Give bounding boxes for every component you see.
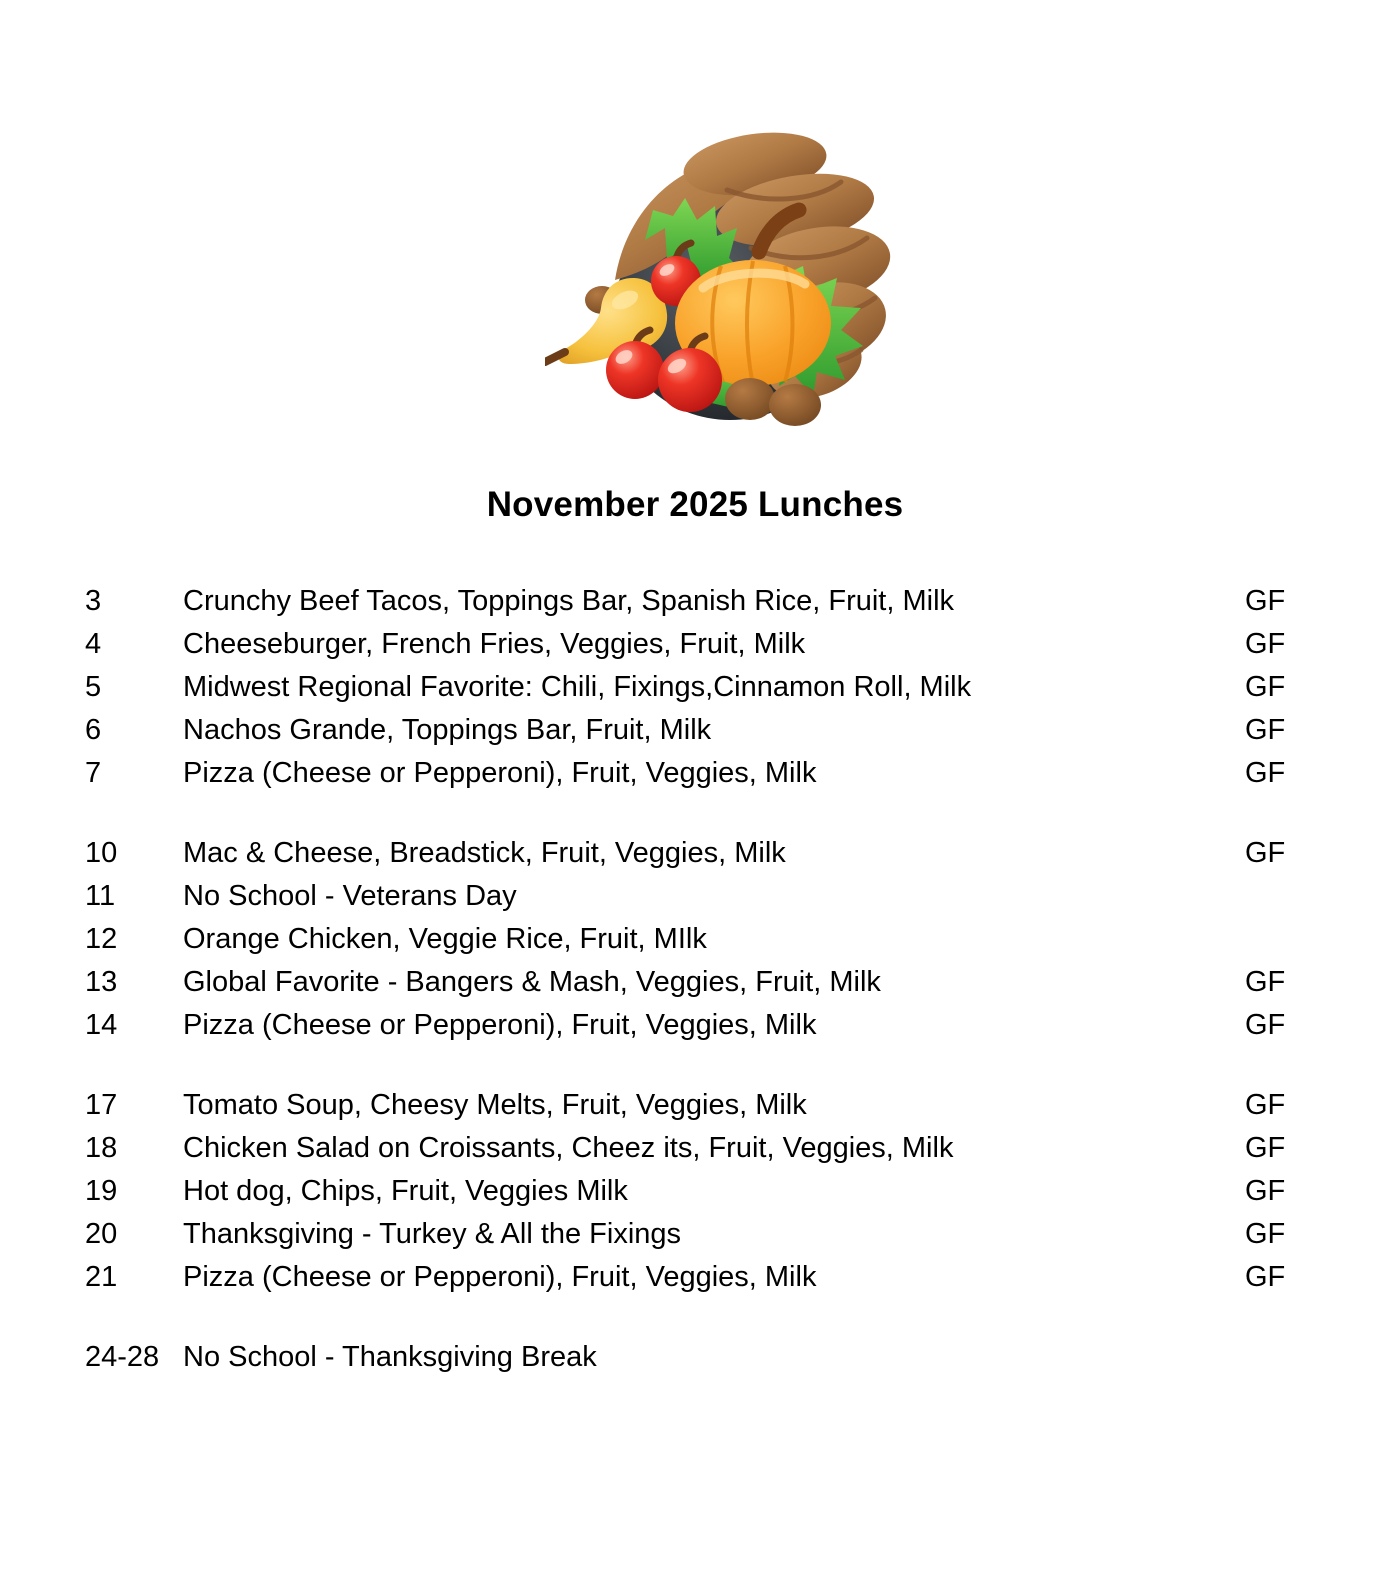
gf-badge: GF [1245,1009,1286,1041]
day-number: 14 [85,1009,118,1041]
meal-description: Tomato Soup, Cheesy Melts, Fruit, Veggies, Milk [183,1089,807,1121]
day-number: 21 [85,1261,118,1293]
day-number: 4 [85,628,102,660]
menu-row [85,1084,1390,1127]
gf-badge: GF [1245,1261,1286,1293]
gf-badge: GF [1245,1175,1286,1207]
menu-row [85,961,1390,1004]
menu-row [85,623,1390,666]
meal-description: Pizza (Cheese or Pepperoni), Fruit, Veggies, Milk [183,1009,817,1041]
menu-group [85,1336,1390,1379]
gf-badge: GF [1245,966,1286,998]
meal-description: Hot dog, Chips, Fruit, Veggies Milk [183,1175,628,1207]
menu-group [85,1084,1390,1299]
menu-row [85,752,1390,795]
gf-badge [1245,875,1390,918]
gf-badge [1245,1336,1390,1379]
menu-row [85,918,1390,961]
meal-description: No School - Veterans Day [183,880,517,912]
gf-badge: GF [1245,837,1286,869]
menu-row [85,666,1390,709]
cornucopia-image [545,128,895,428]
gf-badge: GF [1245,1089,1286,1121]
menu-row [85,1127,1390,1170]
gf-badge: GF [1245,671,1286,703]
gf-badge [1245,918,1390,961]
meal-description: Crunchy Beef Tacos, Toppings Bar, Spanish Rice, Fruit, Milk [183,585,955,617]
meal-description: Thanksgiving - Turkey & All the Fixings [183,1218,682,1250]
day-number: 19 [85,1175,118,1207]
menu-row [85,1256,1390,1299]
gf-badge: GF [1245,628,1286,660]
day-number: 5 [85,671,102,703]
day-number: 10 [85,837,118,869]
meal-description: Global Favorite - Bangers & Mash, Veggies, Fruit, Milk [183,966,881,998]
menu-row [85,875,1390,918]
menu-row [85,1170,1390,1213]
meal-description: No School - Thanksgiving Break [183,1341,597,1373]
gf-badge: GF [1245,714,1286,746]
day-number: 24-28 [85,1341,160,1373]
day-number: 6 [85,714,102,746]
meal-description: Nachos Grande, Toppings Bar, Fruit, Milk [183,714,712,746]
gf-badge: GF [1245,1132,1286,1164]
menu-row [85,580,1390,623]
menu-row [85,832,1390,875]
day-number: 13 [85,966,118,998]
day-number: 18 [85,1132,118,1164]
menu-group [85,832,1390,1047]
gf-badge: GF [1245,1218,1286,1250]
day-number: 11 [85,880,116,912]
menu-list [85,580,1390,1379]
page-title: November 2025 Lunches [486,485,904,524]
menu-row [85,709,1390,752]
day-number: 17 [85,1089,118,1121]
menu-row [85,1213,1390,1256]
gf-badge: GF [1245,585,1286,617]
cornucopia-icon [545,128,895,428]
meal-description: Cheeseburger, French Fries, Veggies, Fruit, Milk [183,628,806,660]
menu-row [85,1336,1390,1379]
gf-badge: GF [1245,757,1286,789]
menu-row [85,1004,1390,1047]
meal-description: Orange Chicken, Veggie Rice, Fruit, MIlk [183,923,707,955]
meal-description: Mac & Cheese, Breadstick, Fruit, Veggies, Milk [183,837,786,869]
meal-description: Pizza (Cheese or Pepperoni), Fruit, Veggies, Milk [183,757,817,789]
day-number: 12 [85,923,118,955]
day-number: 3 [85,585,102,617]
meal-description: Chicken Salad on Croissants, Cheez its, Fruit, Veggies, Milk [183,1132,954,1164]
menu-group [85,580,1390,795]
day-number: 7 [85,757,102,789]
day-number: 20 [85,1218,118,1250]
meal-description: Pizza (Cheese or Pepperoni), Fruit, Veggies, Milk [183,1261,817,1293]
meal-description: Midwest Regional Favorite: Chili, Fixings,Cinnamon Roll, Milk [183,671,972,703]
